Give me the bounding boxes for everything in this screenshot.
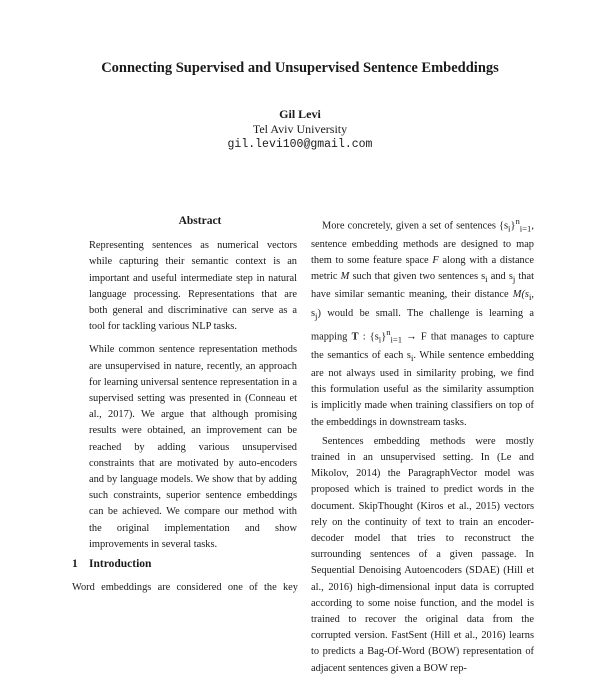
paper-title: Connecting Supervised and Unsupervised Sentence Embeddings <box>101 60 499 76</box>
section-heading <box>72 558 151 570</box>
right-column <box>311 213 534 680</box>
author-email: gil.levi100@gmail.com <box>227 138 373 151</box>
introduction-first-line: Word embeddings are considered one of the key <box>72 582 298 593</box>
section-title: Introduction <box>89 558 152 570</box>
author-affiliation: Tel Aviv University <box>252 122 348 136</box>
body-paragraph: More concretely, given a set of sentences $\{s_i\}^n_{i=1}$, sentence embedding methods are designed to map them to some feature space F along with a distance metric M such that given two sentences $s_i$ and $s_j$ that have similar semantic meaning, their distance $M(s_i$, $s_j$) would be small. The challenge is learning a mapping T : $\{s_i\}^n_{i=1} \to F$ that manages to capture the semantics of each $s_i$. While sentence embedding are not always used in similarity probing, we find this formulation useful as the similarity assumption is implicitly made when training classifiers on top of the embeddings in downstream tasks. <box>311 216 535 428</box>
author-name: Gil Levi <box>279 107 321 121</box>
abstract-heading: Abstract <box>178 215 222 227</box>
author-block <box>0 107 600 152</box>
abstract-paragraph: While common sentence representation methods are unsupervised in nature, recently, an approach for learning universal sentence representation in a supervised setting was presented in (Conneau et al., 2017). We argue that although promising results were obtained, an improvement can be reached by adding various unsupervised constraints that are motivated by auto-encoders and by language models. We show that by adding such constraints, superior sentence embeddings can be achieved. We compare our method with the original implementation and show improvements in several tasks. <box>89 344 297 550</box>
section-number: 1 <box>72 558 78 570</box>
left-column <box>89 213 311 560</box>
body-paragraph: Sentences embedding methods were mostly trained in an unsupervised setting. In (Le and Mikolov, 2014) the ParagraphVector model was proposed which is trained to predict words in the document. SkipThought (Kiros et al., 2015) vectors rely on the continuity of text to train an encoder-decoder model that tries to reconstruct the surrounding sentences of a given passage. In Sequential Denoising Autoencoders (SDAE) (Hill et al., 2016) high-dimensional input data is corrupted according to some noise function, and the model is trained to recover the original data from the corrupted version. FastSent (Hill et al., 2016) learns to predicts a Bag-Of-Word (BOW) representation of adjacent sentences given a BOW rep- <box>311 435 534 674</box>
abstract-paragraph: Representing sentences as numerical vectors while capturing their semantic context is an important and useful intermediate step in natural language processing. Representations that are both general and discriminative can serve as a tool for tackling various NLP tasks. <box>89 240 297 333</box>
